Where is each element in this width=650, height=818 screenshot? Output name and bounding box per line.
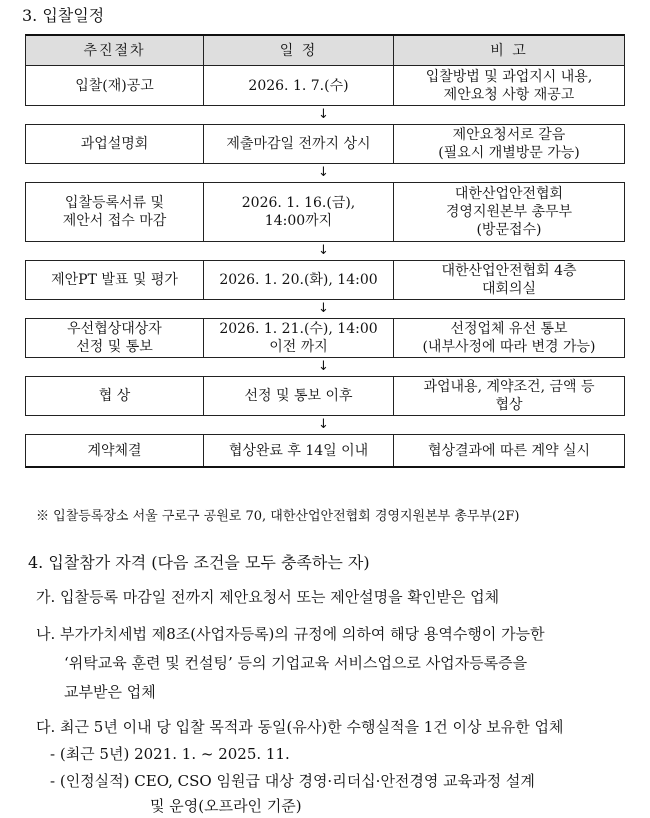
table-row: [25, 124, 625, 164]
note-line: 제안요청서로 갈음: [452, 127, 566, 143]
date-line: 14:00까지: [264, 213, 333, 229]
step-line: 우선협상대상자: [67, 321, 162, 337]
qualification-item: ‘위탁교육 훈련 및 컨설팅’ 등의 기업교육 서비스업으로 사업자등록증을: [64, 654, 528, 672]
down-arrow-icon: ↓: [318, 301, 329, 316]
table-row: [25, 318, 625, 358]
flow-arrow: [25, 242, 625, 260]
qualification-item: 가. 입찰등록 마감일 전까지 제안요청서 또는 제안설명을 확인받은 업체: [36, 588, 500, 606]
note-line: 제안요청 사항 재공고: [443, 86, 575, 103]
step-cell: [26, 183, 204, 241]
note-cell: [394, 66, 624, 105]
note-line: (내부사정에 따라 변경 가능): [422, 339, 596, 355]
header-note: 비 고: [490, 42, 528, 59]
table-header: [25, 34, 625, 66]
note-line: 선정업체 유선 통보: [450, 321, 568, 337]
flow-arrow: [25, 164, 625, 182]
date-cell: 2026. 1. 20.(화), 14:00: [204, 261, 394, 299]
note-line: (필요시 개별방문 가능): [438, 145, 580, 161]
schedule-table: [25, 34, 625, 468]
note-line: 과업내용, 계약조건, 금액 등: [423, 379, 595, 395]
down-arrow-icon: ↓: [318, 165, 329, 180]
step-line: 입찰등록서류 및: [64, 195, 165, 211]
date-cell: 제출마감일 전까지 상시: [204, 125, 394, 163]
table-row: [25, 182, 625, 242]
qualification-sub-item: - (최근 5년) 2021. 1. ~ 2025. 11.: [50, 745, 290, 763]
qualification-item: 교부받은 업체: [64, 683, 156, 701]
date-cell: 2026. 1. 7.(수): [204, 66, 394, 105]
step-cell: 계약체결: [26, 435, 204, 466]
note-line: 대한산업안전협회: [454, 186, 564, 202]
qualification-sub-item: - (인정실적) CEO, CSO 임원급 대상 경영·리더십·안전경영 교육과정 설계: [50, 772, 535, 790]
step-cell: 입찰(재)공고: [26, 66, 204, 105]
footnote: ※ 입찰등록장소 서울 구로구 공원로 70, 대한산업안전협회 경영지원본부 총무부(2F): [36, 509, 520, 524]
note-cell: [394, 125, 624, 163]
date-line: 2026. 1. 21.(수), 14:00: [219, 321, 378, 337]
note-cell: [394, 319, 624, 357]
step-cell: 협 상: [26, 377, 204, 415]
flow-arrow: [25, 358, 625, 376]
date-cell: 협상완료 후 14일 이내: [204, 435, 394, 466]
header-date: 일 정: [204, 36, 394, 65]
step-cell: 제안PT 발표 및 평가: [26, 261, 204, 299]
section-4-title: 4. 입찰참가 자격 (다음 조건을 모두 충족하는 자): [28, 553, 370, 572]
step-cell: [26, 319, 204, 357]
date-cell: [204, 183, 394, 241]
date-cell: [204, 319, 394, 357]
qualification-item: 나. 부가가치세법 제8조(사업자등록)의 규정에 의하여 해당 용역수행이 가능한: [36, 625, 545, 643]
note-cell: [394, 261, 624, 299]
table-row: [25, 66, 625, 106]
section-3-title: 3. 입찰일정: [22, 6, 105, 25]
note-line: 협상: [495, 397, 523, 413]
table-row: [25, 376, 625, 416]
down-arrow-icon: ↓: [318, 417, 329, 432]
header-step: 추진절차: [26, 36, 204, 65]
qualification-item: 다. 최근 5년 이내 당 입찰 목적과 동일(유사)한 수행실적을 1건 이상 보유한 업체: [36, 718, 564, 736]
step-cell: 과업설명회: [26, 125, 204, 163]
date-line: 이전 까지: [269, 339, 328, 355]
down-arrow-icon: ↓: [318, 243, 329, 258]
qualification-sub-item: 및 운영(오프라인 기준): [150, 797, 302, 815]
note-cell: [394, 183, 624, 241]
down-arrow-icon: ↓: [318, 107, 329, 122]
step-line: 선정 및 통보: [76, 339, 153, 355]
flow-arrow: [25, 106, 625, 124]
step-line: 제안서 접수 마감: [62, 213, 167, 229]
note-line: 경영지원본부 총무부: [445, 204, 573, 220]
flow-arrow: [25, 416, 625, 434]
note-cell: [394, 377, 624, 415]
note-line: (방문접수): [476, 222, 542, 238]
date-cell: 선정 및 통보 이후: [204, 377, 394, 415]
down-arrow-icon: ↓: [318, 359, 329, 374]
note-cell: 협상결과에 따른 계약 실시: [427, 442, 591, 459]
flow-arrow: [25, 300, 625, 318]
note-line: 대한산업안전협회 4층: [441, 263, 577, 279]
table-row: [25, 434, 625, 468]
date-line: 2026. 1. 16.(금),: [241, 195, 356, 211]
note-line: 입찰방법 및 과업지시 내용,: [425, 68, 593, 85]
note-line: 대회의실: [481, 281, 537, 297]
table-row: [25, 260, 625, 300]
